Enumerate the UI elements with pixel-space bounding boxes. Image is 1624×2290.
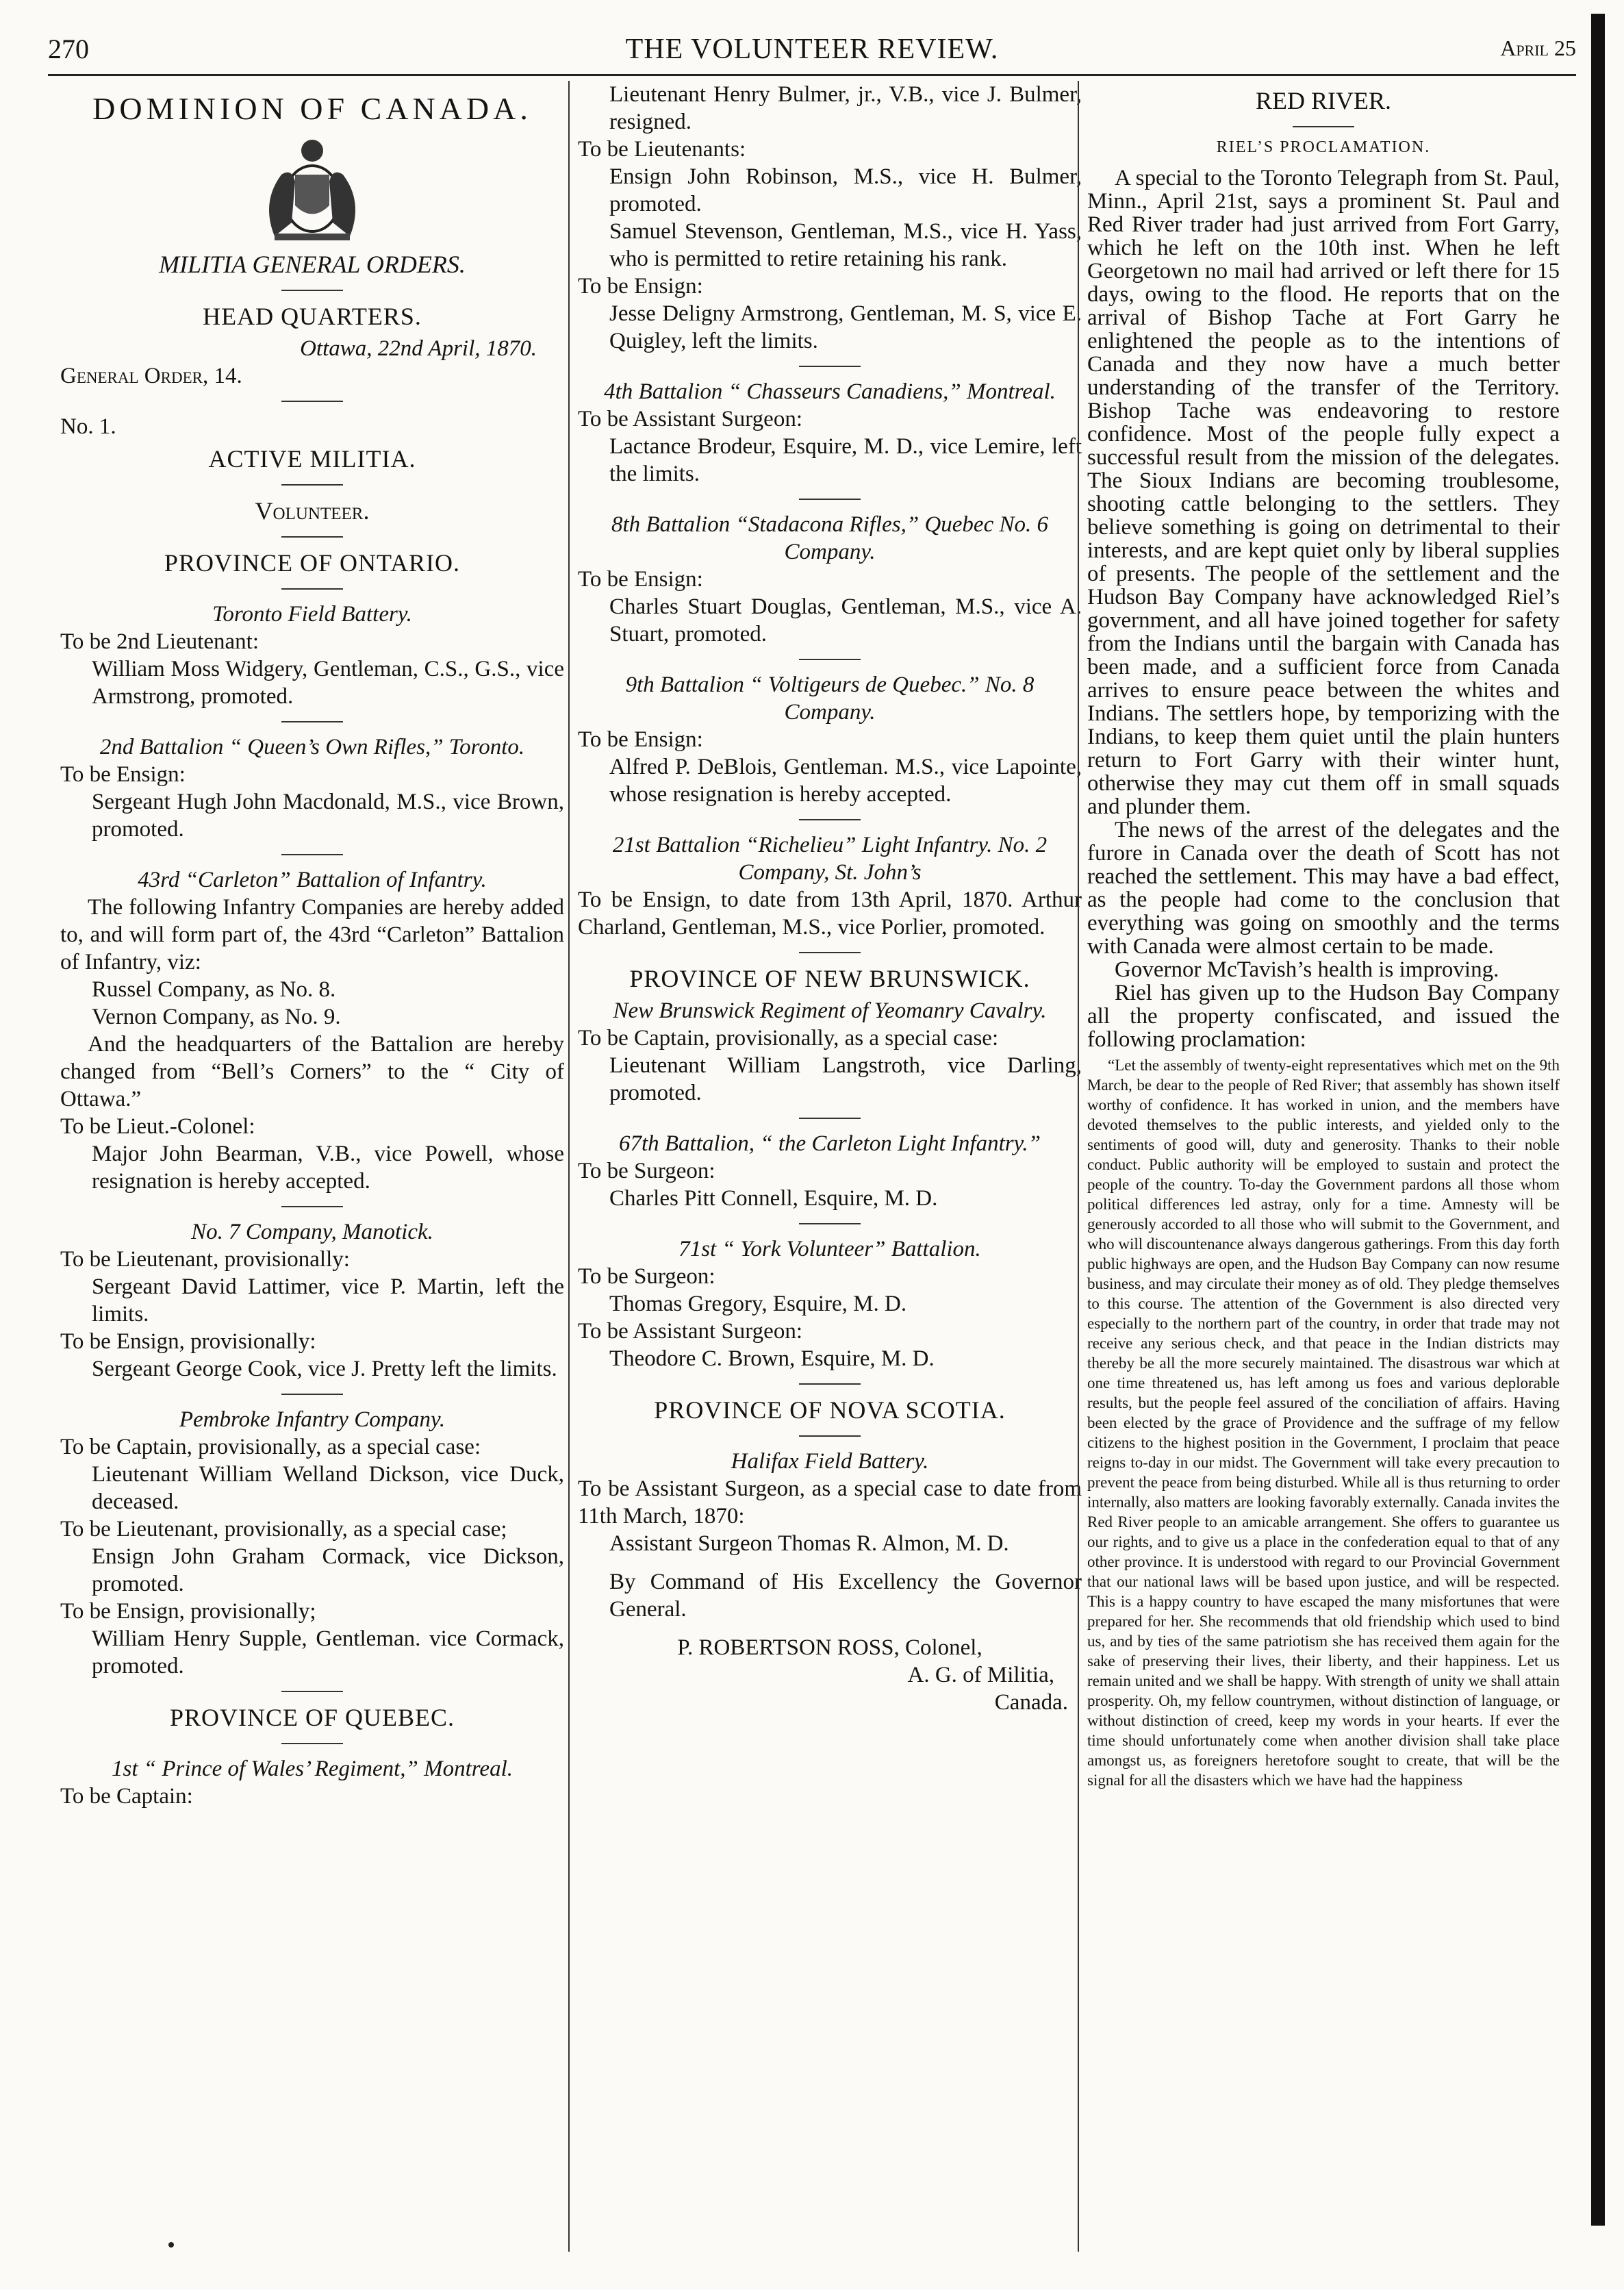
- divider: [281, 1691, 343, 1692]
- divider: [281, 290, 343, 291]
- order-line: To be Assistant Surgeon:: [578, 407, 803, 431]
- orders-title: MILITIA GENERAL ORDERS.: [159, 251, 466, 278]
- order-line: Russel Company, as No. 8.: [92, 977, 336, 1002]
- unit-heading: New Brunswick Regiment of Yeomanry Cavalry.: [613, 998, 1047, 1023]
- order-line: To be Ensign:: [60, 762, 186, 787]
- order-line: Charles Pitt Connell, Esquire, M. D.: [609, 1186, 938, 1211]
- divider: [799, 1435, 861, 1437]
- masthead: DOMINION OF CANADA.: [92, 91, 532, 126]
- unit-heading: 8th Battalion “Stadacona Rifles,” Quebec No. 6 Company.: [611, 512, 1048, 564]
- column-1: [60, 81, 564, 2265]
- unit-heading: 71st “ York Volunteer” Battalion.: [678, 1237, 981, 1261]
- article-paragraph: The news of the arrest of the delegates and the furore in Canada over the death of Scott has not reached the settlement. This may have a bad effect, as the people had come to the conclusion that everything was going on smoothly and the terms with Canada were almost certain to be made.: [1087, 818, 1560, 959]
- unit-heading: 43rd “Carleton” Battalion of Infantry.: [138, 868, 487, 892]
- unit-heading: No. 7 Company, Manotick.: [191, 1220, 433, 1244]
- page-header: [48, 26, 1576, 75]
- order-number: No. 1.: [60, 414, 116, 439]
- unit-heading: Pembroke Infantry Company.: [179, 1407, 446, 1432]
- article-paragraph: Riel has given up to the Hudson Bay Company all the property confiscated, and issued the following proclamation:: [1087, 981, 1560, 1052]
- headquarters: HEAD QUARTERS.: [203, 303, 422, 330]
- order-line: To be Ensign, provisionally:: [60, 1329, 316, 1354]
- divider: [281, 588, 343, 590]
- scan-edge: [1591, 14, 1605, 2226]
- article-paragraph: A special to the Toronto Telegraph from St. Paul, Minn., April 21st, says a prominent St. Paul and Red River trader had just arrived from Fort Garry, which he left on the 10th inst. When he left Georgetown no mail had arrived or left there for 15 days, owing to the flood. He reports that on the arrival of Bishop Tache at Fort Garry he enlightened the people as to the intentions of Canada and they now have a much better understanding of the transfer of the Territory. Bishop Tache was endeavoring to restore confidence. Most of the people fully expect a successful result from the mission of the delegates. The Sioux Indians are becoming troublesome, shooting cattle belonging to the settlers. They believe something is going on detrimental to their interests, and are kept quiet only by liberal supplies of presents. The people of the settlement and the Hudson Bay Company have acknowledged Riel’s government, and all have joined together for safety from the Indians until the bargain with Canada has been made, and a sufficient force from Canada arrives to ensure peace between the whites and Indians. The settlers hope, by temporizing with the Indians, to keep them quiet until the plain hunters return to Fort Garry with their winter hunt, otherwise they may cut them off in small squads and plunder them.: [1087, 166, 1560, 819]
- order-line: The following Infantry Companies are hereby added to, and will form part of, the 43rd “Carleton” Battalion of Infantry, viz:: [60, 895, 564, 974]
- divider: [799, 1383, 861, 1385]
- order-line: To be Captain:: [60, 1784, 193, 1809]
- unit-heading: 67th Battalion, “ the Carleton Light Infantry.”: [618, 1131, 1041, 1156]
- unit-heading: 2nd Battalion “ Queen’s Own Rifles,” Toronto.: [99, 735, 525, 759]
- print-mark: [168, 2242, 174, 2248]
- order-line: To be Ensign, provisionally;: [60, 1599, 316, 1624]
- section-volunteer: Volunteer.: [255, 497, 370, 525]
- order-line: To be Ensign, to date from 13th April, 1870. Arthur Charland, Gentleman, M.S., vice Porlier, promoted.: [578, 888, 1082, 940]
- divider: [799, 819, 861, 820]
- column-2: [578, 81, 1082, 2265]
- header-rule: [48, 74, 1576, 76]
- article-title: RED RIVER.: [1256, 87, 1391, 114]
- order-line: Assistant Surgeon Thomas R. Almon, M. D.: [609, 1531, 1009, 1556]
- order-line: To be Captain, provisionally, as a special case:: [578, 1026, 999, 1050]
- order-line: Lieutenant William Welland Dickson, vice Duck, deceased.: [92, 1462, 564, 1514]
- order-line: And the headquarters of the Battalion are hereby changed from “Bell’s Corners” to the “ City of Ottawa.”: [60, 1032, 564, 1111]
- column-rule: [568, 81, 570, 2252]
- order-line: To be Assistant Surgeon, as a special case to date from 11th March, 1870:: [578, 1476, 1082, 1528]
- divider: [281, 401, 343, 402]
- unit-heading: Halifax Field Battery.: [731, 1449, 929, 1474]
- order-line: Ensign John Robinson, M.S., vice H. Bulmer, promoted.: [609, 164, 1082, 216]
- signature-title: A. G. of Militia,: [907, 1663, 1054, 1687]
- proclamation-text: “Let the assembly of twenty-eight representatives which met on the 9th March, be dear to the people of Red River; that assembly has shown itself worthy of confidence. It has worked in union, and the members have devoted themselves to the public interests, and yielded only to the sentiments of good will, duty and generosity. Thanks to their noble conduct. Public authority will be employed to sustain and protect the people of the country. To-day the Government pardons all those whom political differences led astray, only for a time. Amnesty will be generously accorded to all those who will submit to the Government, and who will discountenance always dangerous gatherings. From this day forth public highways are open, and the Hudson Bay Company can now resume business, and may circulate their money as of old. They pledge themselves to this course. The attention of the Government is also directed very especially to the northern part of the country, in order that trade may not receive any serious check, and that peace in the Indian districts may thereby be all the more securely maintained. The disastrous war which at one time threatened us, has left among us foes and various deplorable results, but the people feel assured of the conciliation of affairs. Having been elected by the grace of Providence and the suffrage of my fellow citizens to the highest position in the Government, I proclaim that peace reigns to-day in our midst. The Government will take every precaution to prevent the peace from being disturbed. While all is thus returning to order internally, also matters are looking favorably externally. Canada invites the Red River people to an amicable arrangement. She offers to guarantee us our rights, and to give us a place in the confederation equal to that of any other province. It is understood with regard to our Provincial Government that our national laws will be based upon justice, and will be respected. This is a happy country to have escaped the many misfortunes that were prepared for her. She recommends that old friendship which used to bind us, and by ties of the same patriotism she has received them again for the sake of preserving their lives, their liberty, and their happiness. Let us remain united and we shall be happy. With strength of unity we shall attain prosperity. Oh, my fellow countrymen, without distinction of language, or without distinction of creed, keep my words in your hearts. If ever the time should unfortunately come when another division shall take place amongst us, as foreigners heretofore sought to create, that will be the signal for all the disasters which we have had the happiness: [1087, 1057, 1560, 1789]
- order-line: Vernon Company, as No. 9.: [92, 1005, 341, 1029]
- order-line: To be Lieutenants:: [578, 137, 746, 162]
- page-number: 270: [48, 34, 89, 64]
- order-line: Alfred P. DeBlois, Gentleman. M.S., vice Lapointe, whose resignation is hereby accepted.: [609, 755, 1082, 807]
- column-3: [1087, 81, 1560, 2265]
- signature-place: Canada.: [994, 1690, 1068, 1715]
- order-line: Samuel Stevenson, Gentleman, M.S., vice H. Yass, who is permitted to retire retaining his rank.: [609, 219, 1082, 271]
- dateline: Ottawa, 22nd April, 1870.: [300, 336, 537, 361]
- order-line: To be Surgeon:: [578, 1264, 715, 1289]
- article-subtitle: RIEL’S PROCLAMATION.: [1216, 138, 1431, 156]
- order-line: Charles Stuart Douglas, Gentleman, M.S., vice A. Stuart, promoted.: [609, 594, 1082, 646]
- order-line: Jesse Deligny Armstrong, Gentleman, M. S, vice E. Quigley, left the limits.: [609, 301, 1082, 353]
- issue-date: April 25: [1500, 36, 1576, 60]
- general-order: General Order, 14.: [60, 364, 242, 388]
- divider: [281, 536, 343, 538]
- province-heading: PROVINCE OF NOVA SCOTIA.: [654, 1396, 1006, 1424]
- unit-heading: 1st “ Prince of Wales’ Regiment,” Montreal.: [111, 1757, 513, 1781]
- province-heading: PROVINCE OF NEW BRUNSWICK.: [629, 965, 1030, 992]
- order-line: To be 2nd Lieutenant:: [60, 629, 259, 654]
- divider: [281, 484, 343, 486]
- divider: [799, 499, 861, 500]
- unit-heading: 21st Battalion “Richelieu” Light Infantry. No. 2 Company, St. John’s: [612, 833, 1048, 885]
- unit-heading: 4th Battalion “ Chasseurs Canadiens,” Montreal.: [604, 379, 1056, 404]
- order-line: To be Captain, provisionally, as a special case:: [60, 1435, 481, 1459]
- divider: [1293, 126, 1354, 127]
- divider: [799, 1223, 861, 1224]
- order-line: To be Lieut.-Colonel:: [60, 1114, 255, 1139]
- divider: [281, 1206, 343, 1207]
- divider: [799, 659, 861, 660]
- order-line: Lieutenant Henry Bulmer, jr., V.B., vice J. Bulmer, resigned.: [609, 82, 1082, 134]
- spacer: [578, 1557, 1082, 1568]
- section-active-militia: ACTIVE MILITIA.: [208, 445, 416, 473]
- order-line: Lactance Brodeur, Esquire, M. D., vice Lemire, left the limits.: [609, 434, 1082, 486]
- province-heading: PROVINCE OF QUEBEC.: [169, 1704, 455, 1731]
- unit-heading: Toronto Field Battery.: [212, 602, 412, 627]
- order-line: To be Ensign:: [578, 274, 703, 299]
- article-paragraph: Governor McTavish’s health is improving.: [1115, 957, 1499, 982]
- divider: [281, 1743, 343, 1744]
- order-line: To be Surgeon:: [578, 1159, 715, 1183]
- column-rule: [1078, 81, 1079, 2252]
- order-line: Lieutenant William Langstroth, vice Darling, promoted.: [609, 1053, 1082, 1105]
- divider: [799, 366, 861, 367]
- order-line: Sergeant Hugh John Macdonald, M.S., vice Brown, promoted.: [92, 790, 564, 842]
- signature-name: P. ROBERTSON ROSS, Colonel,: [677, 1635, 982, 1660]
- order-line: To be Lieutenant, provisionally:: [60, 1247, 350, 1272]
- order-line: To be Lieutenant, provisionally, as a special case;: [60, 1517, 507, 1542]
- order-line: William Moss Widgery, Gentleman, C.S., G.S., vice Armstrong, promoted.: [92, 657, 564, 709]
- spacer: [578, 1623, 1082, 1634]
- divider: [281, 721, 343, 722]
- divider: [281, 1394, 343, 1395]
- order-line: William Henry Supple, Gentleman. vice Cormack, promoted.: [92, 1626, 564, 1678]
- unit-heading: 9th Battalion “ Voltigeurs de Quebec.” No. 8 Company.: [625, 672, 1035, 725]
- divider: [799, 952, 861, 953]
- province-heading: PROVINCE OF ONTARIO.: [164, 549, 461, 577]
- order-line: To be Ensign:: [578, 567, 703, 592]
- divider: [799, 1118, 861, 1119]
- order-line: Major John Bearman, V.B., vice Powell, whose resignation is hereby accepted.: [92, 1142, 564, 1194]
- royal-coat-of-arms-icon: [247, 134, 377, 243]
- order-line: Ensign John Graham Cormack, vice Dickson, promoted.: [92, 1544, 564, 1596]
- order-line: Sergeant David Lattimer, vice P. Martin, left the limits.: [92, 1274, 564, 1326]
- command-line: By Command of His Excellency the Governor General.: [609, 1570, 1082, 1622]
- publication-title: THE VOLUNTEER REVIEW.: [625, 34, 999, 65]
- divider: [281, 854, 343, 855]
- order-line: Theodore C. Brown, Esquire, M. D.: [609, 1346, 935, 1371]
- order-line: Sergeant George Cook, vice J. Pretty left the limits.: [92, 1357, 557, 1381]
- order-line: To be Assistant Surgeon:: [578, 1319, 803, 1344]
- order-line: Thomas Gregory, Esquire, M. D.: [609, 1292, 907, 1316]
- order-line: To be Ensign:: [578, 727, 703, 752]
